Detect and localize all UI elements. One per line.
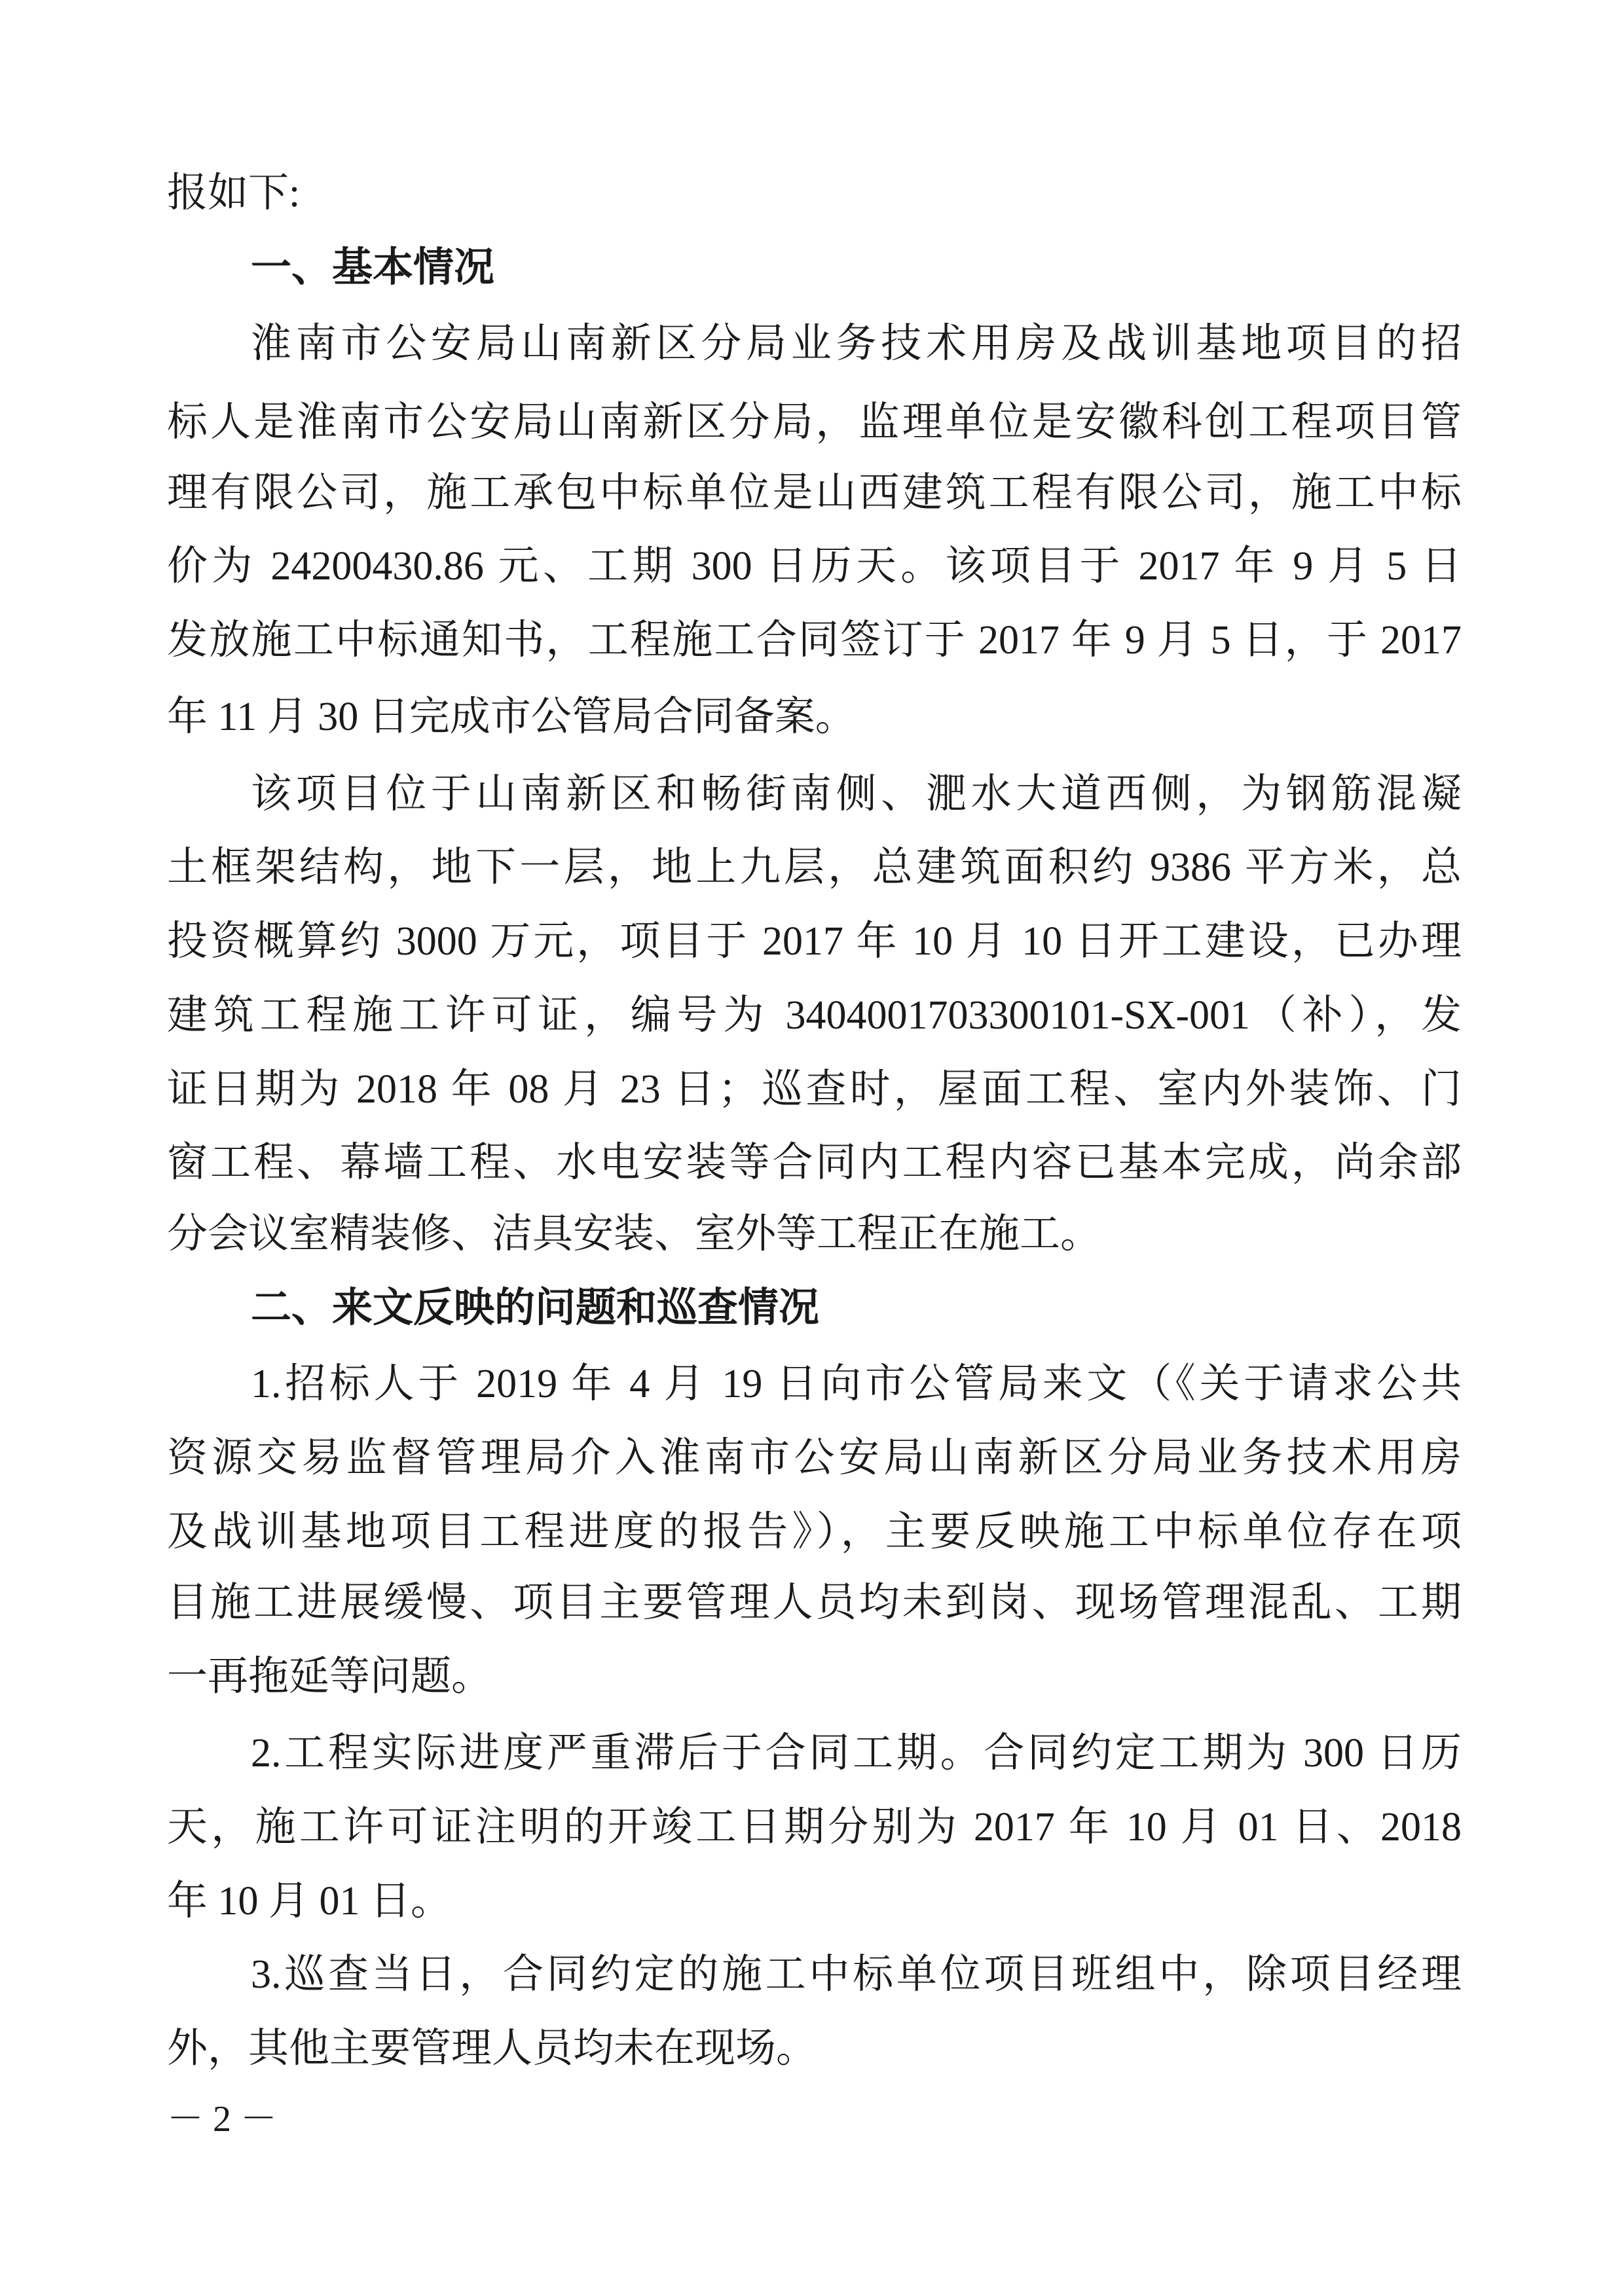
text-line: 一再拖延等问题。 [167,1654,492,1699]
text-line: 分会议室精装修、洁具安装、室外等工程正在施工。 [167,1212,1101,1256]
text-line: 目施工进展缓慢、项目主要管理人员均未到岗、现场管理混乱、工期 [167,1580,1462,1625]
text-line: 外，其他主要管理人员均未在现场。 [167,2026,817,2071]
section-heading: 二、来文反映的问题和巡查情况 [251,1283,820,1331]
text-line: 价为 24200430.86 元、工期 300 日历天。该项目于 2017 年 9 月 5 日 [167,544,1462,589]
text-line: 3.巡查当日，合同约定的施工中标单位项目班组中，除项目经理 [251,1952,1462,1997]
text-line: 2.工程实际进度严重滞后于合同工期。合同约定工期为 300 日历 [251,1731,1462,1776]
text-line: 证日期为 2018 年 08 月 23 日；巡查时，屋面工程、室内外装饰、门 [167,1067,1462,1112]
text-line: 建筑工程施工许可证，编号为 3404001703300101-SX-001（补），发 [167,993,1462,1038]
text-line: 该项目位于山南新区和畅街南侧、淝水大道西侧，为钢筋混凝 [251,772,1462,816]
text-line: 资源交易监督管理局介入淮南市公安局山南新区分局业务技术用房 [167,1436,1462,1480]
text-line: 年 10 月 01 日。 [167,1879,452,1923]
text-line: 及战训基地项目工程进度的报告》），主要反映施工中标单位存在项 [167,1510,1462,1554]
section-heading: 一、基本情况 [251,243,495,291]
text-line: 年 11 月 30 日完成市公管局合同备案。 [167,695,856,739]
text-line: 理有限公司，施工承包中标单位是山西建筑工程有限公司，施工中标 [167,471,1462,515]
text-line: 标人是淮南市公安局山南新区分局，监理单位是安徽科创工程项目管 [167,400,1462,445]
text-line: 投资概算约 3000 万元，项目于 2017 年 10 月 10 日开工建设，已办理 [167,919,1462,964]
text-line: 1.招标人于 2019 年 4 月 19 日向市公管局来文（《关于请求公共 [251,1362,1462,1406]
text-line: 土框架结构，地下一层，地上九层，总建筑面积约 9386 平方米，总 [167,845,1462,890]
opening-line: 报如下: [167,171,301,215]
text-line: 窗工程、幕墙工程、水电安装等合同内工程内容已基本完成，尚余部 [167,1140,1462,1185]
text-line: 天，施工许可证注明的开竣工日期分别为 2017 年 10 月 01 日、2018 [167,1805,1462,1850]
page-number: － 2 － [167,2099,277,2140]
text-line: 淮南市公安局山南新区分局业务技术用房及战训基地项目的招 [251,321,1462,366]
text-line: 发放施工中标通知书，工程施工合同签订于 2017 年 9 月 5 日，于 2017 [167,618,1462,663]
